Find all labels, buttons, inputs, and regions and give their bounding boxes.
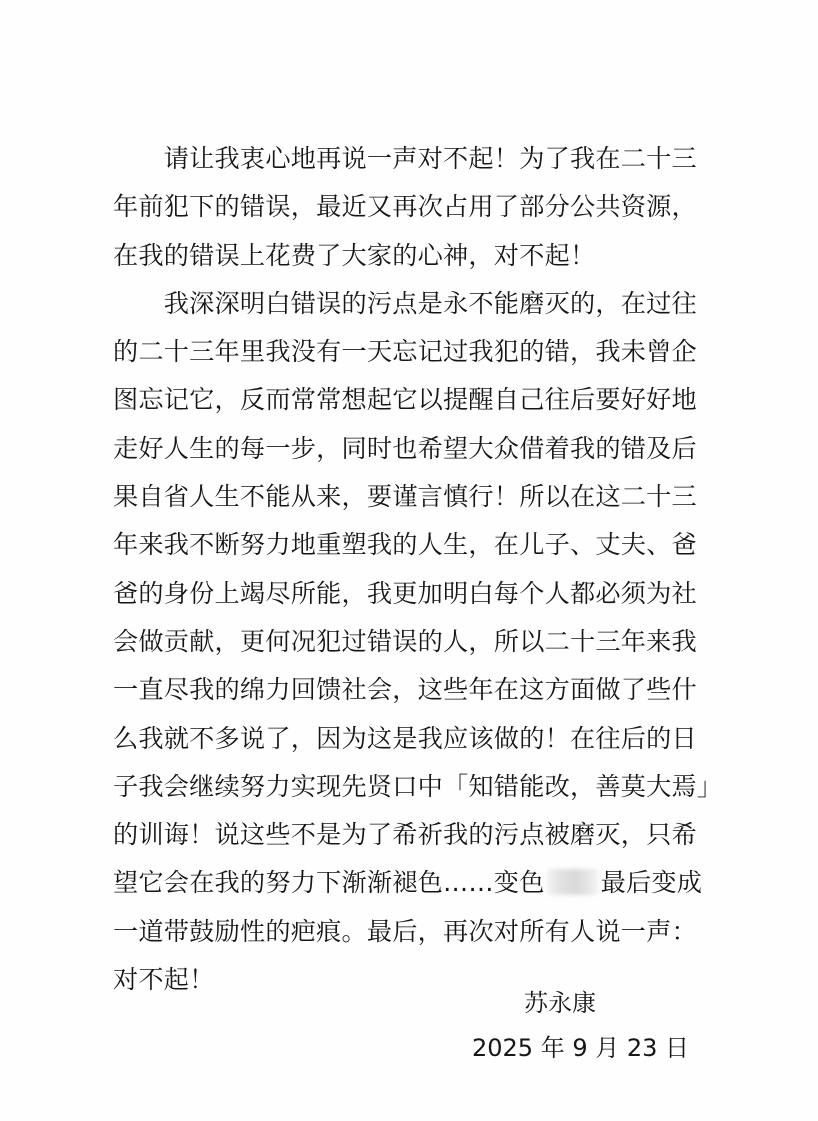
letter-line-15: 的训诲！说这些不是为了希祈我的污点被磨灭，只希 [113, 820, 697, 850]
letter-line-2: 年前犯下的错误，最近又再次占用了部分公共资源， [113, 192, 697, 222]
letter-line-3: 在我的错误上花费了大家的心神，对不起！ [113, 240, 596, 270]
letter-line-8: 果自省人生不能从来，要谨言慎行！所以在这二十三 [113, 482, 697, 512]
letter-line-1: 请让我衷心地再说一声对不起！为了我在二十三 [113, 144, 697, 173]
letter-line-7: 走好人生的每一步，同时也希望大众借着我的错及后 [113, 433, 697, 463]
letter-line-9: 年来我不断努力地重塑我的人生，在儿子、丈夫、爸 [113, 530, 697, 560]
letter-line-13: 么我就不多说了，因为这是我应该做的！在往后的日 [113, 723, 697, 753]
letter-line-16-start: 望它会在我的努力下渐渐褪色……变色 [113, 868, 545, 898]
letter-line-4: 我深深明白错误的污点是永不能磨灭的，在过往 [113, 288, 697, 318]
letter-line-11: 会做贡献，更何况犯过错误的人，所以二十三年来我 [113, 626, 697, 656]
signature-name: 苏永康 [524, 989, 596, 1017]
letter-line-10: 爸的身份上竭尽所能，我更加明白每个人都必须为社 [113, 578, 697, 608]
letter-line-5: 的二十三年里我没有一天忘记过我犯的错，我未曾企 [113, 337, 697, 367]
letter-line-18: 对不起！ [113, 965, 215, 995]
blurred-text-patch [547, 869, 599, 895]
letter-line-6: 图忘记它，反而常常想起它以提醒自己往后要好好地 [113, 385, 697, 415]
letter-line-16-end: 最后变成 [600, 868, 703, 898]
letter-line-17: 一道带鼓励性的疤痕。最后，再次对所有人说一声： [113, 916, 697, 946]
letter-line-12: 一直尽我的绵力回馈社会，这些年在这方面做了些什 [113, 675, 697, 705]
letter-line-16 [113, 859, 713, 907]
letter-body [113, 135, 723, 1004]
letter-line-14: 子我会继续努力实现先贤口中「知错能改，善莫大焉」 [113, 771, 723, 801]
signature-date: 2025 年 9 月 23 日 [472, 1034, 690, 1062]
